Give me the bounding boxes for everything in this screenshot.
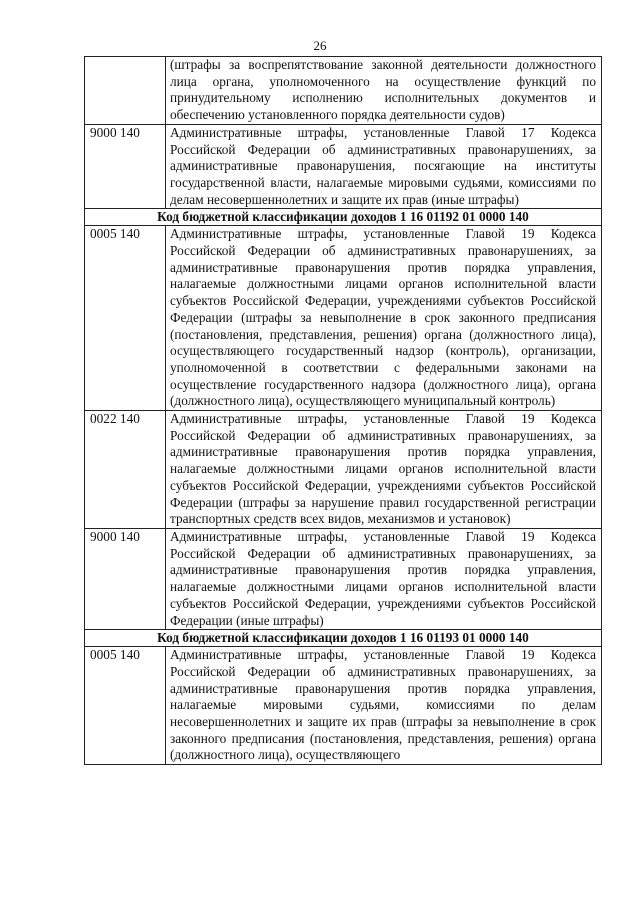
page-number: 26 xyxy=(313,38,327,53)
code-cell: 9000 140 xyxy=(85,528,166,629)
description-cell: Административные штрафы, установленные Главой 19 Кодекса Российской Федерации об административных правонарушениях, за административные правонарушения против порядка управления, налагаемые мировыми судьями, комиссиями по делам несовершеннолетних и защите их прав (штрафы за невыполнение в срок законного предписания (постановления, представления, решения) органа (должностного лица), осуществляющего xyxy=(166,647,602,765)
description-cell: Административные штрафы, установленные Главой 19 Кодекса Российской Федерации об административных правонарушениях, за административные правонарушения против порядка управления, налагаемые должностными лицами органов исполнительной власти субъектов Российской Федерации, учреждениями субъектов Российской Федерации (штрафы за нарушение правил государственной регистрации транспортных средств всех видов, механизмов и установок) xyxy=(166,411,602,529)
table-row xyxy=(85,528,602,629)
section-header-row xyxy=(85,630,602,647)
description-cell: Административные штрафы, установленные Главой 19 Кодекса Российской Федерации об административных правонарушениях, за административные правонарушения против порядка управления, налагаемые должностными лицами органов исполнительной власти субъектов Российской Федерации, учреждениями субъектов Российской Федерации (иные штрафы) xyxy=(166,528,602,629)
code-cell: 9000 140 xyxy=(85,124,166,209)
description-cell: (штрафы за воспрепятствование законной деятельности должностного лица органа, уполномоченного на осуществление функций по принудительному исполнению исполнительных документов и обеспечению установленного порядка деятельности судов) xyxy=(166,57,602,125)
section-header: Код бюджетной классификации доходов 1 16 01192 01 0000 140 xyxy=(85,209,602,226)
table-row xyxy=(85,124,602,209)
section-header: Код бюджетной классификации доходов 1 16 01193 01 0000 140 xyxy=(85,630,602,647)
description-cell: Административные штрафы, установленные Главой 17 Кодекса Российской Федерации об административных правонарушениях, за административные правонарушения, посягающие на институты государственной власти, налагаемые мировыми судьями, комиссиями по делам несовершеннолетних и защите их прав (иные штрафы) xyxy=(166,124,602,209)
code-cell: 0022 140 xyxy=(85,411,166,529)
table-row xyxy=(85,647,602,765)
table-row xyxy=(85,57,602,125)
description-cell: Административные штрафы, установленные Главой 19 Кодекса Российской Федерации об административных правонарушениях, за административные правонарушения против порядка управления, налагаемые должностными лицами органов исполнительной власти субъектов Российской Федерации, учреждениями субъектов Российской Федерации (штрафы за невыполнение в срок законного предписания (постановления, представления, решения) органа (должностного лица), осуществляющего государственный надзор (контроль), организации, уполномоченной в соответствии с федеральными законами на осуществление государственного надзора (должностного лица), органа (должностного лица), осуществляющего муниципальный контроль) xyxy=(166,226,602,411)
budget-classification-table xyxy=(84,56,602,765)
section-header-row xyxy=(85,209,602,226)
code-cell: 0005 140 xyxy=(85,226,166,411)
table-row xyxy=(85,226,602,411)
code-cell xyxy=(85,57,166,125)
table-row xyxy=(85,411,602,529)
code-cell: 0005 140 xyxy=(85,647,166,765)
